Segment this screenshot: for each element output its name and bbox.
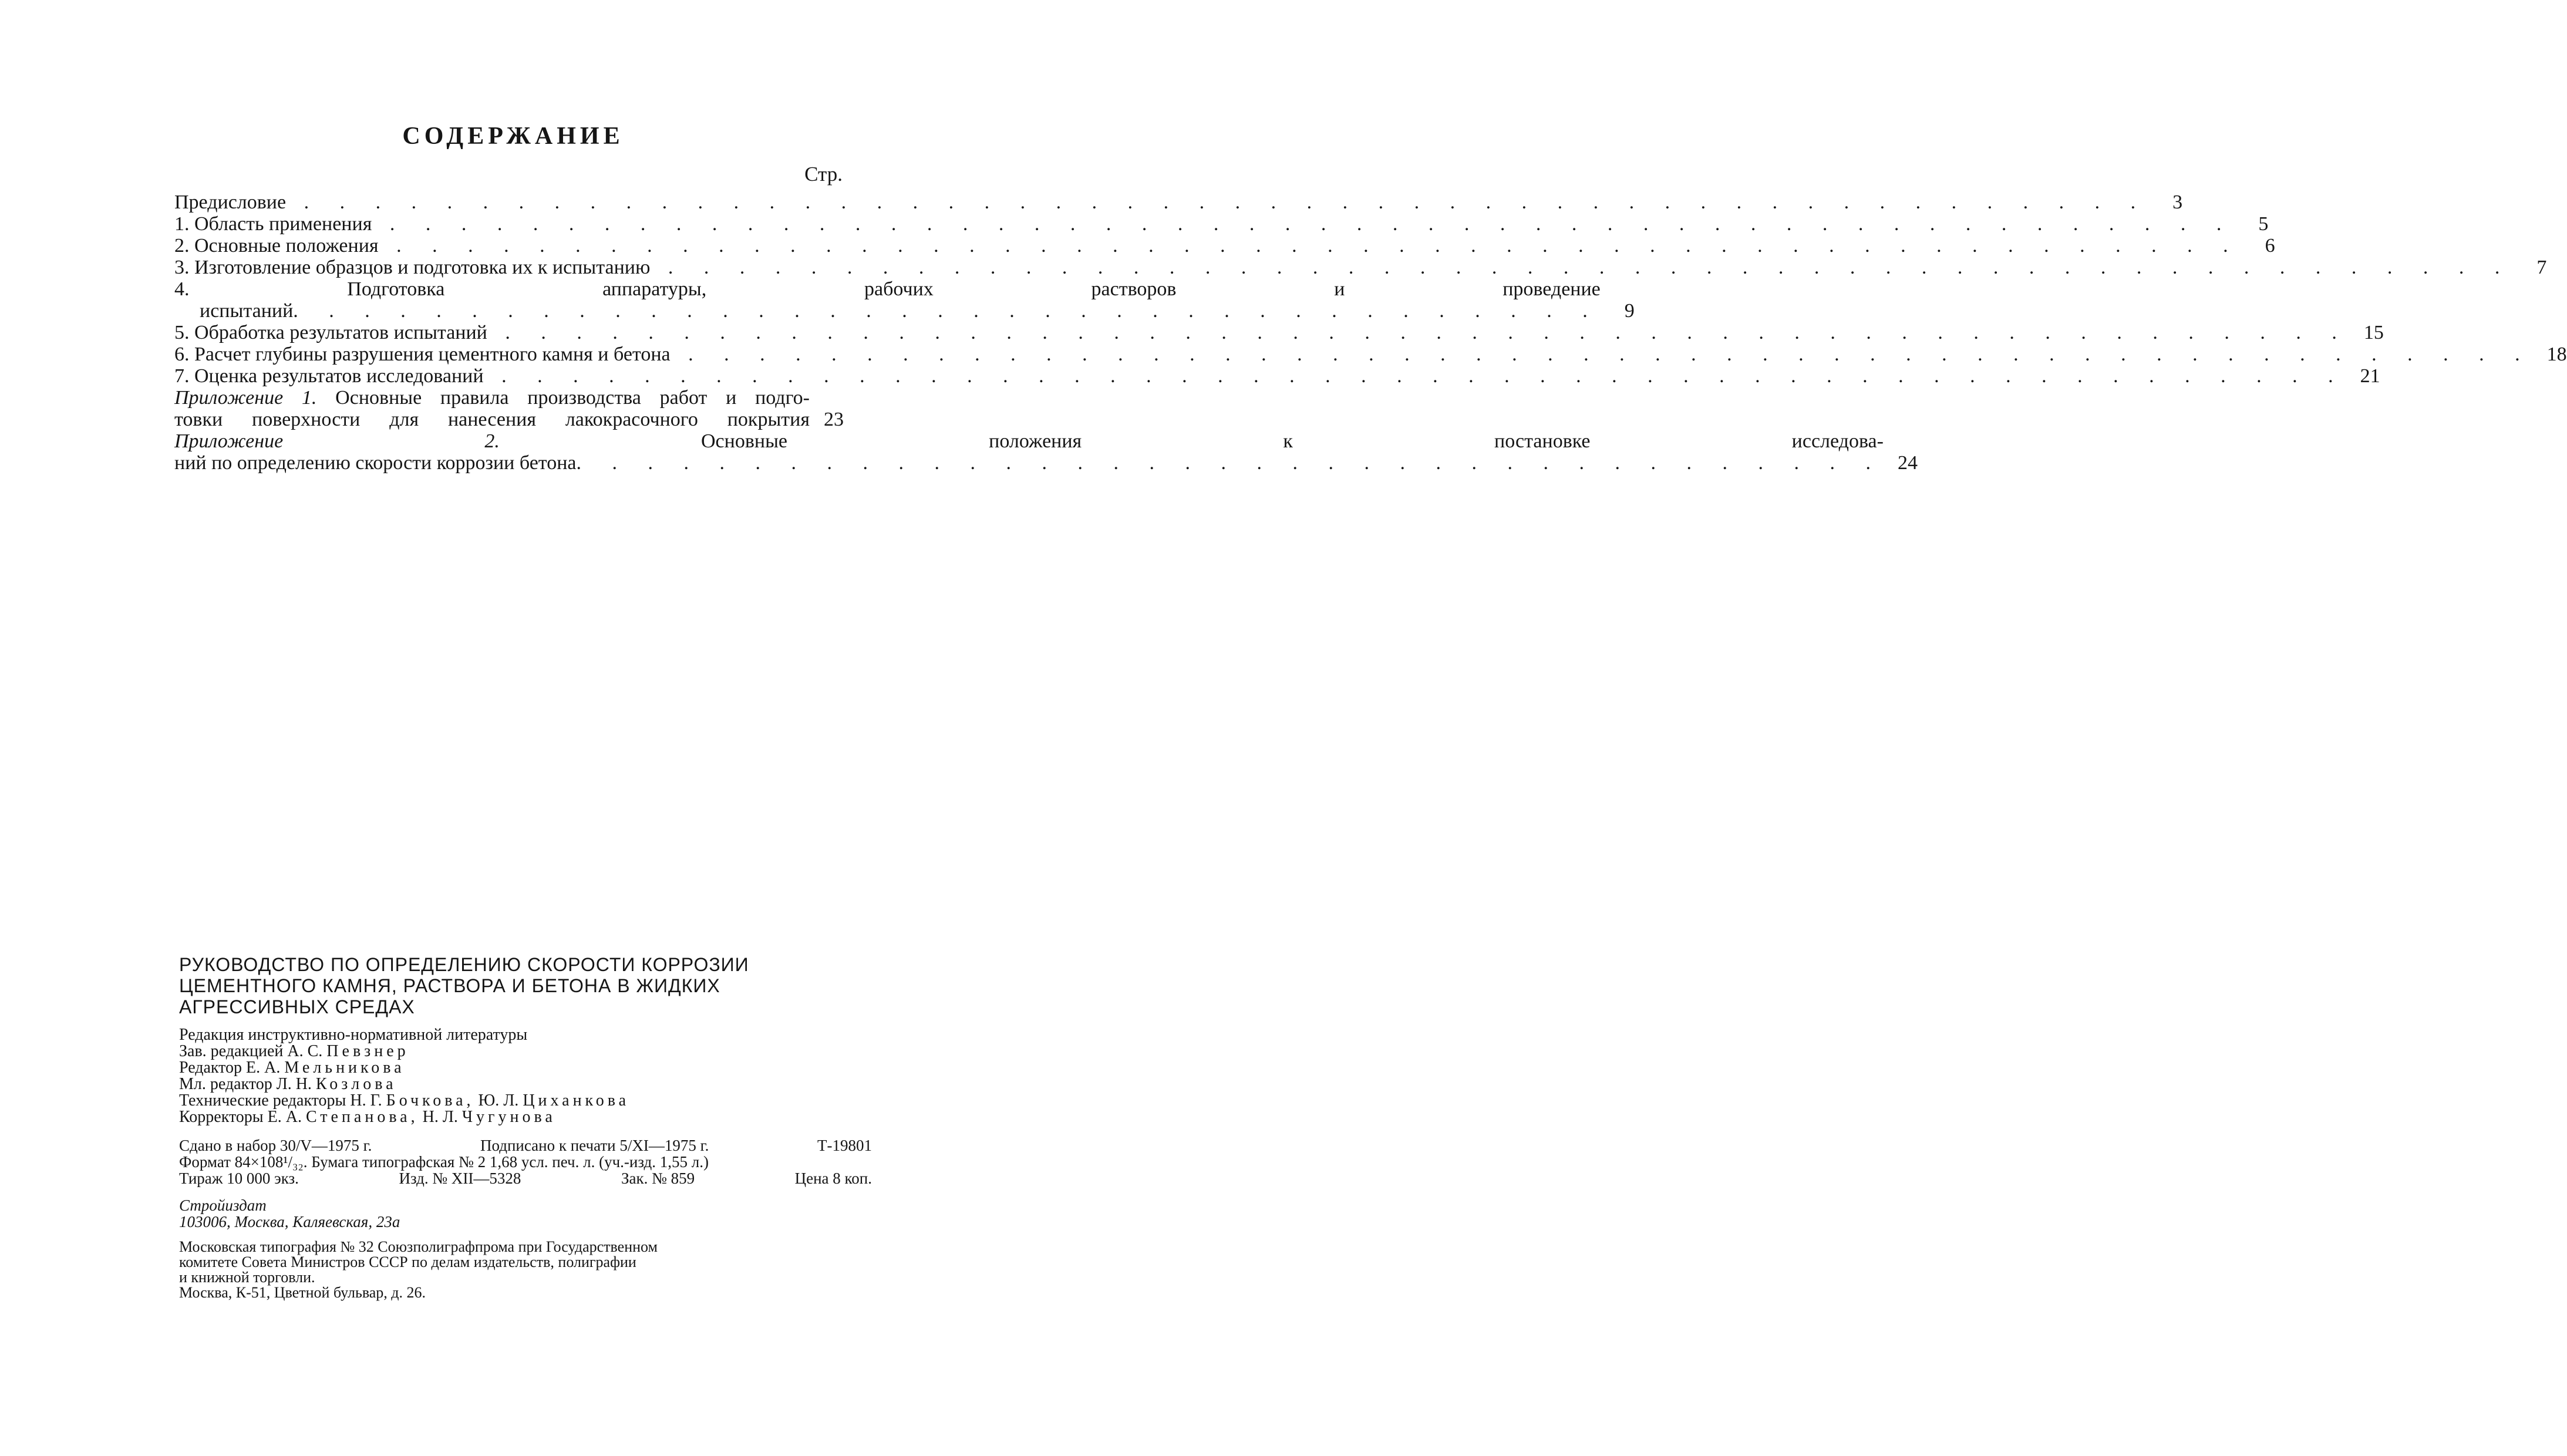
publisher: [179, 1197, 872, 1230]
imprint-line: [179, 1137, 872, 1154]
toc-entry-title-text: испытаний: [200, 300, 294, 322]
printer-line: Москва, К-51, Цветной бульвар, д. 26.: [179, 1284, 426, 1301]
appendix-label: Приложение 1.: [174, 387, 317, 409]
toc-entry-title: 7. Оценка результатов исследований . . .: [174, 365, 2346, 387]
edition-number: Изд. № XII—5328: [399, 1169, 521, 1187]
toc-entry[interactable]: [174, 213, 2269, 235]
imprint: [179, 1137, 872, 1187]
book-title-line: РУКОВОДСТВО ПО ОПРЕДЕЛЕНИЮ СКОРОСТИ КОРРОЗИИ: [179, 954, 749, 975]
toc-entry[interactable]: [174, 191, 2183, 213]
toc-entry-title-line: 4. Подготовка аппаратуры, рабочих растворов и проведение: [174, 278, 1601, 300]
toc-entry-page: 21: [2360, 365, 2380, 387]
toc-entry-page: 18: [2546, 343, 2567, 365]
toc-entry-title: 2. Основные положения . . .: [174, 235, 2241, 257]
toc-entry-title-text: Основные положения к постановке исследова-: [700, 430, 1884, 452]
book-title-line: АГРЕССИВНЫХ СРЕДАХ: [179, 996, 415, 1017]
format-line: Формат 84×108¹/₃₂. Бумага типографская № 2 1,68 усл. печ. л. (уч.-изд. 1,55 л.): [179, 1153, 709, 1171]
toc-entry-title: [174, 387, 810, 430]
toc-entry[interactable]: [174, 430, 1918, 474]
print-run: Тираж 10 000 экз.: [179, 1169, 299, 1187]
leader-dots: [293, 300, 1601, 322]
proofreaders: Корректоры Е. А. Степанова, Н. Л. Чугунова: [179, 1108, 556, 1126]
printer-info: [179, 1239, 872, 1300]
edition-name: Редакция инструктивно-нормативной литературы: [179, 1026, 528, 1044]
toc-entry-title: [174, 278, 1601, 322]
toc-entry-title: 3. Изготовление образцов и подготовка их к испытанию . . .: [174, 257, 2512, 278]
publisher-name: Стройиздат: [179, 1197, 267, 1214]
toc-entry-page: 6: [2265, 235, 2275, 257]
printer-line: и книжной торговли.: [179, 1269, 315, 1286]
signed-date: Подписано к печати 5/XI—1975 г.: [480, 1137, 709, 1154]
appendix-label: Приложение 2.: [174, 430, 500, 452]
toc-entry-title: Предисловие . . .: [174, 191, 2148, 213]
page-column-header: Стр.: [804, 163, 843, 186]
toc-entry[interactable]: [174, 257, 2547, 278]
toc-entry-title: 1. Область применения . . .: [174, 213, 2234, 235]
toc-entry-page: 23: [824, 409, 844, 430]
toc-entry-title-line: [174, 387, 810, 409]
junior-editor: Мл. редактор Л. Н. Козлова: [179, 1075, 397, 1093]
toc-entry-title-text: Основные правила производства работ и подго-: [335, 387, 810, 409]
printer-line: комитете Совета Министров СССР по делам издательств, полиграфии: [179, 1253, 636, 1270]
toc-entry-page: 15: [2363, 322, 2384, 343]
toc-entry-title-line: [174, 430, 1884, 452]
toc-entry-page: 5: [2258, 213, 2269, 235]
imprint-line: [179, 1170, 872, 1187]
toc-entry[interactable]: [174, 278, 1635, 322]
leader-dots: [576, 452, 1884, 474]
license-code: Т-19801: [817, 1137, 872, 1154]
toc-entry[interactable]: [174, 235, 2275, 257]
book-title-line: ЦЕМЕНТНОГО КАМНЯ, РАСТВОРА И БЕТОНА В ЖИДКИХ: [179, 975, 720, 996]
order-number: Зак. № 859: [621, 1169, 695, 1187]
colophon: [179, 954, 872, 1300]
toc-entry-title-line: [174, 300, 1601, 322]
toc-entry[interactable]: [174, 343, 2567, 365]
toc-entry-title: 6. Расчет глубины разрушения цементного камня и бетона . . .: [174, 343, 2533, 365]
toc-entry-title-text: ний по определению скорости коррозии бетона: [174, 452, 577, 474]
technical-editors: Технические редакторы Н. Г. Бочкова, Ю. Л. Циханкова: [179, 1091, 630, 1110]
price: Цена 8 коп.: [794, 1169, 872, 1187]
toc-entry[interactable]: [174, 387, 844, 430]
toc-entry-title: 5. Обработка результатов испытаний . . .: [174, 322, 2350, 343]
editorial-staff: [179, 1027, 872, 1125]
toc-entry-title-line: [174, 452, 1884, 474]
head-of-edition: Зав. редакцией А. С. Певзнер: [179, 1042, 409, 1060]
toc-entry-page: 24: [1897, 452, 1918, 474]
toc-entry[interactable]: [174, 322, 2384, 343]
toc-entry-page: 9: [1624, 300, 1635, 322]
toc-entry[interactable]: [174, 365, 2380, 387]
editor: Редактор Е. А. Мельникова: [179, 1059, 405, 1077]
publisher-address: 103006, Москва, Каляевская, 23а: [179, 1213, 400, 1231]
toc-entry-title: [174, 430, 1884, 474]
table-of-contents: [174, 191, 2567, 474]
toc-entry-page: 7: [2536, 257, 2547, 278]
toc-title: СОДЕРЖАНИЕ: [402, 123, 624, 150]
printer-line: Московская типография № 32 Союзполиграфпрома при Государственном: [179, 1238, 658, 1255]
toc-entry-title-line: товки поверхности для нанесения лакокрасочного покрытия: [174, 409, 810, 430]
typeset-date: Сдано в набор 30/V—1975 г.: [179, 1137, 372, 1154]
book-title: [179, 954, 872, 1017]
toc-entry-page: 3: [2172, 191, 2183, 213]
